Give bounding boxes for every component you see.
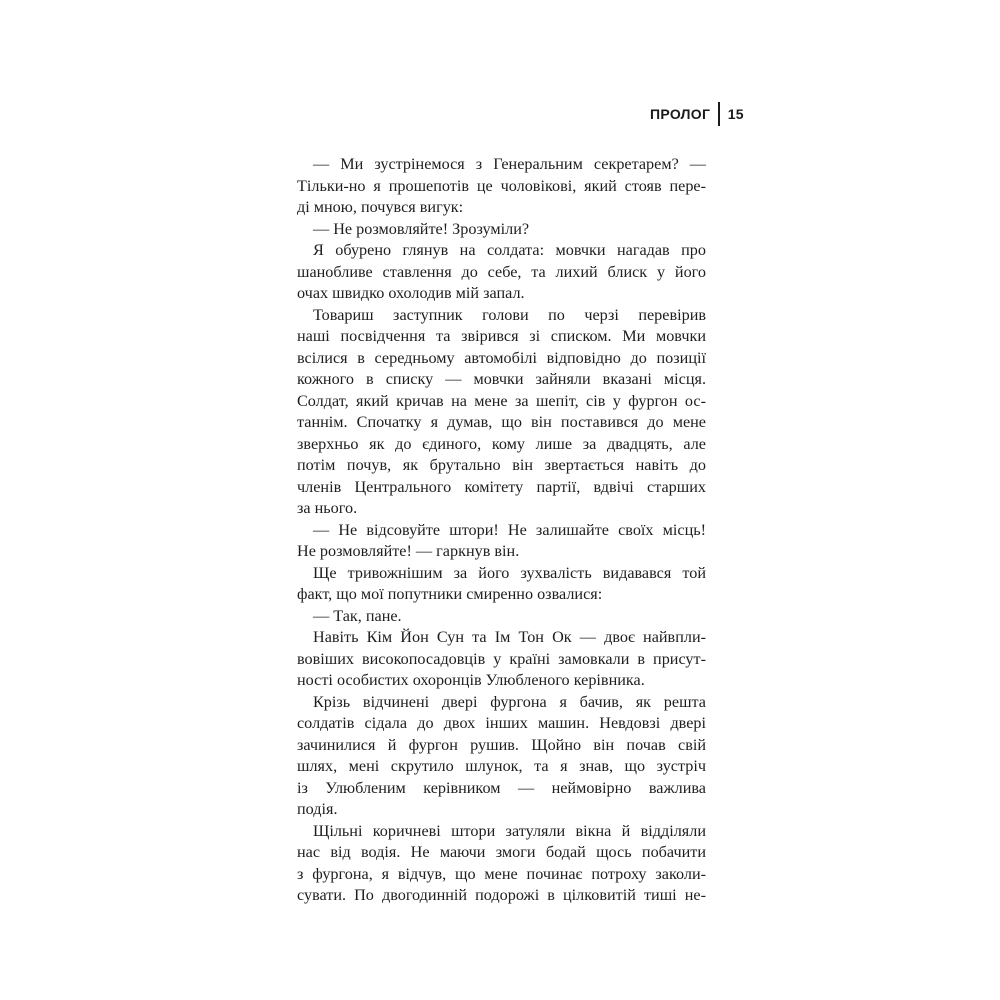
page-number: 15	[727, 106, 744, 122]
text-line: солдатів сідала до двох інших машин. Невдовзі двері	[297, 714, 706, 732]
text-line: шанобливе ставлення до себе, та лихий блиск у його	[297, 262, 706, 281]
text-line: із Улюбленим керівником — неймовірно важлива	[297, 778, 706, 797]
text-line: всілися в середньому автомобілі відповідно до позиції	[297, 348, 706, 367]
text-line: таннім. Спочатку я думав, що він поставився до мене	[297, 413, 706, 431]
text-line: нас від водія. Не маючи змоги бодай щось побачити	[297, 843, 706, 861]
text-line: ності особистих охоронців Улюбленого керівника.	[297, 671, 645, 689]
text-line: Не розмовляйте! — гаркнув він.	[297, 542, 520, 560]
text-line: — Не відсовуйте штори! Не залишайте своїх місць!	[313, 520, 706, 539]
text-line: кожного в списку — мовчки зайняли вказані місця.	[297, 370, 706, 388]
text-line: Я обурено глянув на солдата: мовчки нагадав про	[313, 241, 706, 259]
body-text	[297, 154, 706, 907]
text-line: Крізь відчинені двері фургона я бачив, як решта	[313, 692, 706, 711]
header-divider	[718, 102, 720, 126]
text-line: за нього.	[297, 499, 358, 517]
text-line: факт, що мої попутники смиренно озвалися:	[297, 585, 603, 603]
running-head	[650, 101, 744, 127]
text-line: Ще тривожнішим за його зухвалість видавався той	[313, 563, 706, 582]
text-line: Тільки-но я прошепотів це чоловікові, який стояв пере-	[297, 176, 706, 195]
text-line: Навіть Кім Йон Сун та Ім Тон Ок — двоє найвпли-	[313, 628, 706, 646]
text-line: з фургона, я відчув, що мене починає потроху заколи-	[297, 864, 706, 883]
text-line: наші посвідчення та звірився зі списком. Ми мовчки	[297, 327, 706, 345]
section-title: ПРОЛОГ	[650, 106, 711, 122]
text-line: членів Центрального комітету партії, вдвічі старших	[297, 477, 706, 496]
text-line: зверхньо як до єдиного, кому лише за двадцять, але	[297, 434, 706, 453]
text-line: шлях, мені скрутило шлунок, та я знав, що зустріч	[297, 757, 706, 775]
text-line: подія.	[297, 800, 338, 818]
text-line: сувати. По двогодинній подорожі в цілковитій тиші не-	[297, 886, 706, 904]
text-line: очах швидко охолодив мій запал.	[297, 284, 525, 302]
text-line: Солдат, який кричав на мене за шепіт, сів у фургон ос-	[297, 391, 706, 410]
text-line: — Ми зустрінемося з Генеральним секретарем? —	[313, 155, 706, 173]
text-line: — Не розмовляйте! Зрозуміли?	[313, 219, 530, 238]
text-line: Товариш заступник голови по черзі перевірив	[313, 305, 706, 324]
text-line: вовіших високопосадовців у країні замовкали в присут-	[297, 649, 706, 668]
text-line: ді мною, почувся вигук:	[297, 198, 464, 216]
text-line: зачинилися й фургон рушив. Щойно він почав свій	[297, 735, 706, 754]
text-line: — Так, пане.	[313, 606, 402, 625]
text-line: Щільні коричневі штори затуляли вікна й відділяли	[313, 821, 706, 840]
text-line: потім почув, як брутально він звертається навіть до	[297, 456, 706, 474]
